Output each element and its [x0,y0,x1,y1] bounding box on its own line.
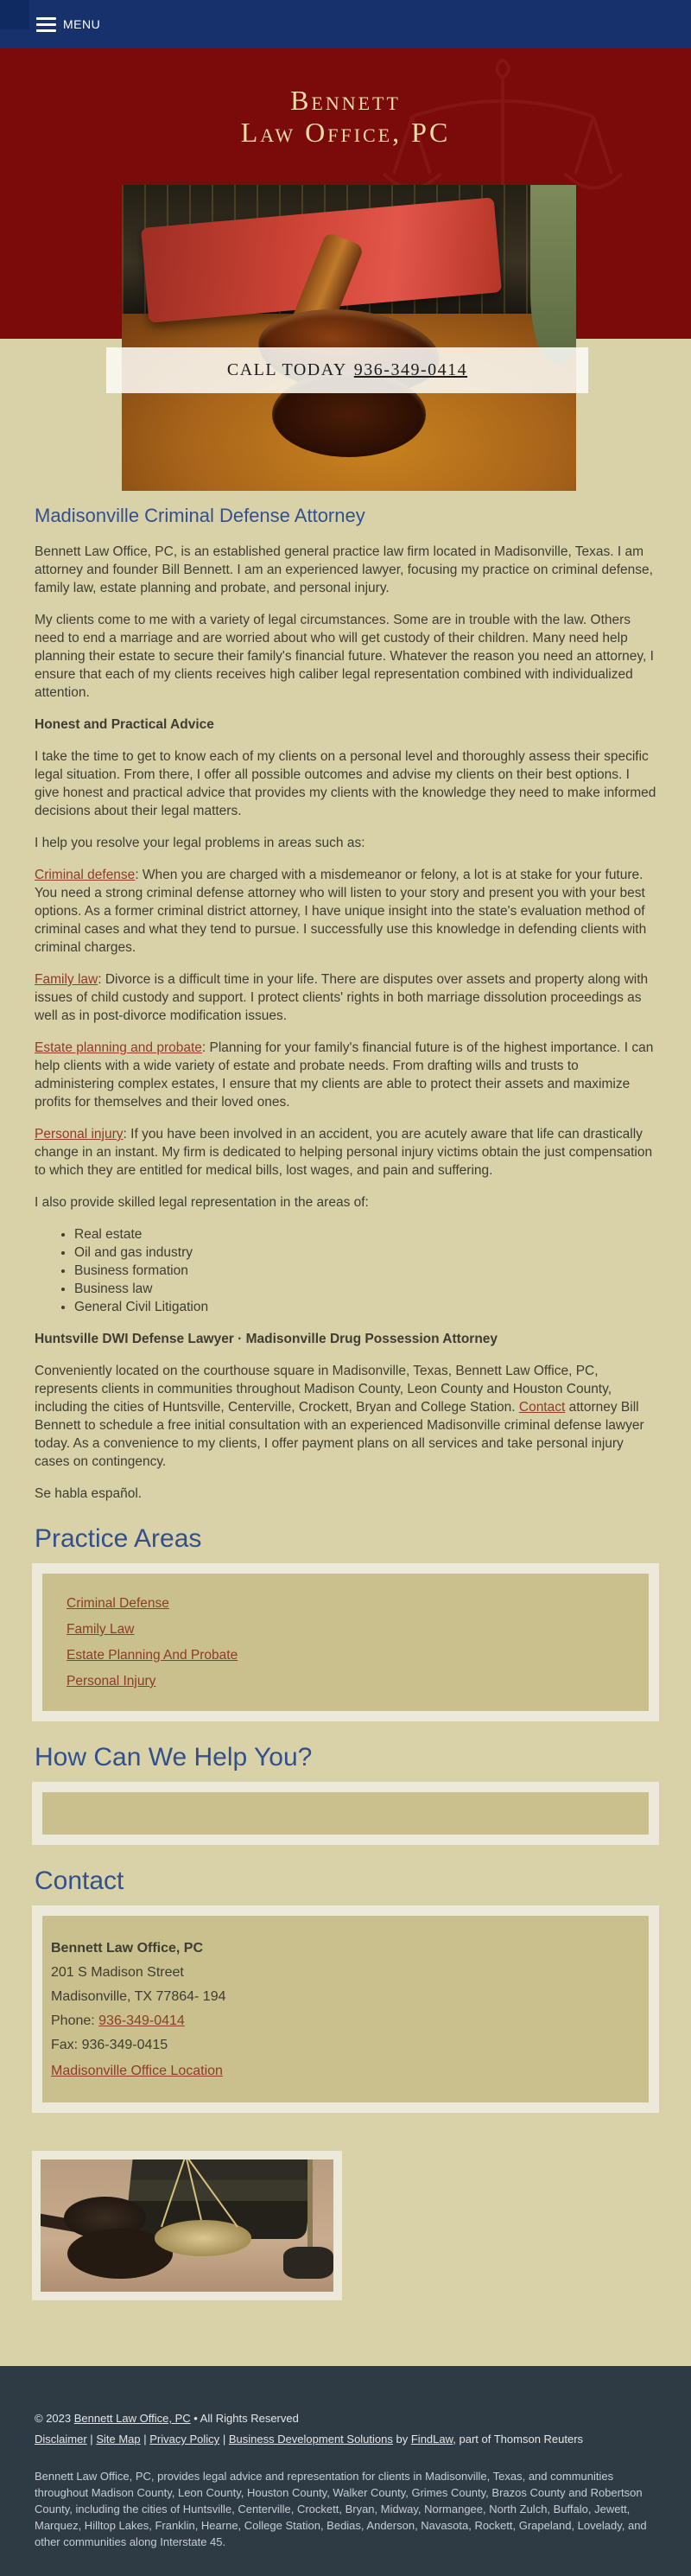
office-location-link[interactable]: Madisonville Office Location [51,2064,223,2078]
phone-label: Phone: [51,2013,99,2028]
list-item: • General Civil Litigation [74,1298,656,1316]
services-list [35,1225,656,1316]
dwi-subheading: Huntsville DWI Defense Lawyer · Madisonville Drug Possession Attorney [35,1332,498,1346]
contact-fax: Fax: 936-349-0415 [51,2038,168,2052]
firm-name-line1: Bennett [290,85,401,116]
contact-street: 201 S Madison Street [51,1965,184,1980]
list-item: • Business formation [74,1262,656,1280]
thomson-text: , part of Thomson Reuters [453,2433,584,2446]
separator: | [222,2433,226,2446]
call-today-text: CALL TODAY [226,360,347,379]
help-form-placeholder [42,1792,649,1835]
footer-description: Bennett Law Office, PC, provides legal advice and representation for clients in Madisonville, Texas, and communities throughout Madison County, Leon County, Houston County, Walker County, Grimes County, Brazos County and Robertson County, including the cities of Huntsville, Centerville, Crockett, Bryan, Midway, Normangee, North Zulch, Buffalo, Jewett, Marquez, Hilltop Lakes, Franklin, Hearne, College Station, Bedias, Anderson, Navasota, Rockett, Grapeland, Lovelady, and other communities along Interstate 45. [35,2470,647,2548]
estate-planning-link[interactable]: Estate planning and probate [35,1040,202,1055]
scale-chains-shape [41,2159,333,2292]
advice-subheading: Honest and Practical Advice [35,717,214,732]
disclaimer-link[interactable]: Disclaimer [35,2433,87,2446]
location-text-after: attorney Bill Bennett to schedule a free initial consultation with an experienced Madisonville criminal defense lawyer today. As a convenience to my clients, I offer payment plans on all services and take personal injury cases on contingency. [35,1400,644,1469]
scales-gavel-books-photo [41,2159,333,2292]
help-heading: How Can We Help You? [35,1743,313,1771]
contact-inline-link[interactable]: Contact [518,1400,566,1415]
top-menu-bar [0,0,691,48]
personal-injury-text: : If you have been involved in an accident, you are acutely aware that life can drastically change in an instant. My firm is dedicated to helping personal injury victims obtain the just compensation to which they are entitled for medical bills, lost wages, and pain and suffering. [35,1127,653,1178]
contact-heading: Contact [35,1867,124,1895]
page-title: Madisonville Criminal Defense Attorney [35,505,365,526]
copyright-line [35,2411,656,2427]
criminal-defense-text: : When you are charged with a misdemeanor or felony, a lot is at stake for your future. You need a strong criminal defense attorney who will listen to your story and present you with your best options. As a former criminal district attorney, I have unique insight into the state's evaluation method of criminal cases and what they tend to pursue. I successfully use this knowledge in defending clients with criminal charges. [35,868,647,955]
menu-button[interactable]: MENU [63,17,101,31]
practice-areas-panel [32,1563,659,1721]
by-text: by [392,2433,411,2446]
site-map-link[interactable]: Site Map [96,2433,141,2446]
resolve-intro-paragraph: I help you resolve your legal problems in areas such as: [35,836,365,850]
header-phone-link[interactable]: 936-349-0414 [353,360,468,379]
help-panel [32,1782,659,1845]
also-provide-paragraph: I also provide skilled legal representation in the areas of: [35,1195,369,1210]
criminal-defense-paragraph [35,866,656,957]
personal-injury-link[interactable]: Personal injury [35,1127,124,1142]
contact-panel [32,1905,659,2113]
practice-areas-box [42,1574,649,1711]
photo-frame [32,2151,342,2300]
estate-planning-text: : Planning for your family's financial future is of the highest importance. I can help clients with a wide variety of estate and probate needs. From drafting wills and trusts to administering complex estates, I ensure that my clients are able to protect their assets and maximize profits for themselves and their loved ones. [35,1040,654,1110]
copyright-prefix: © 2023 [35,2412,74,2425]
footer-links-line [35,2432,656,2447]
location-text-before: Conveniently located on the courthouse square in Madisonville, Texas, Bennett Law Office, PC, represents clients in communities throughout Madison County, Leon County and Houston County, including the cities of Huntsville, Centerville, Crockett, Bryan and College Station. [35,1364,612,1415]
firm-name-line2: Law Office, PC [240,117,451,148]
copyright-suffix: • All Rights Reserved [190,2412,299,2425]
intro-paragraph-2: My clients come to me with a variety of legal circumstances. Some are in trouble with the law. Others need to end a marriage and are worried about who will get custody of their children. Many need help planning their estate to secure their family's financial future. Whatever the reason you need an attorney, I ensure that each of my clients receives high caliber legal representation combined with individualized attention. [35,613,654,700]
green-book-shape [530,185,576,362]
family-law-text: : Divorce is a difficult time in your life. There are disputes over assets and property along with issues of child custody and support. I protect clients' rights in both marriage dissolution proceedings as well as in post-divorce modification issues. [35,972,649,1023]
list-item: • Business law [74,1280,656,1298]
footer [0,2366,691,2576]
corner-accent [0,0,29,29]
advice-paragraph: I take the time to get to know each of my clients on a personal level and thoroughly assess their specific legal situation. From there, I offer all possible outcomes and advise my clients on their best options. I give honest and practical advice that provides my clients with the knowledge they need to make informed decisions about their legal matters. [35,749,656,818]
practice-areas-heading: Practice Areas [35,1524,202,1553]
hero-header [0,48,691,491]
footer-firm-link[interactable]: Bennett Law Office, PC [73,2412,191,2425]
practice-link-personal-injury[interactable]: Personal Injury [67,1674,156,1689]
main-content [0,491,691,2366]
contact-city: Madisonville, TX 77864- 194 [51,1989,226,2004]
separator: | [90,2433,93,2446]
personal-injury-paragraph [35,1125,656,1180]
hamburger-menu-icon[interactable] [36,17,56,32]
intro-paragraph-1: Bennett Law Office, PC, is an established general practice law firm located in Madisonville, Texas. I am attorney and founder Bill Bennett. I am an experienced lawyer, focusing my practice on criminal defense, family law, estate planning and probate, and personal injury. [35,544,653,595]
findlaw-link[interactable]: FindLaw [410,2433,453,2446]
practice-link-family-law[interactable]: Family Law [67,1622,135,1637]
practice-link-estate-planning[interactable]: Estate Planning And Probate [67,1648,238,1663]
spanish-paragraph: Se habla español. [35,1486,143,1501]
business-development-link[interactable]: Business Development Solutions [228,2433,393,2446]
family-law-paragraph [35,970,656,1025]
practice-link-criminal-defense[interactable]: Criminal Defense [67,1596,169,1611]
list-item: • Oil and gas industry [74,1243,656,1262]
list-item: • Real estate [74,1225,656,1243]
contact-phone-row [51,2009,631,2033]
privacy-policy-link[interactable]: Privacy Policy [149,2433,220,2446]
contact-firm-name: Bennett Law Office, PC [51,1941,204,1956]
contact-box [42,1916,649,2102]
location-paragraph [35,1362,656,1471]
criminal-defense-link[interactable]: Criminal defense [35,868,136,882]
estate-planning-paragraph [35,1039,656,1111]
contact-phone-link[interactable]: 936-349-0414 [98,2013,185,2028]
family-law-link[interactable]: Family law [35,972,98,987]
separator: | [143,2433,147,2446]
call-today-banner [106,347,588,393]
law-books-gavel-photo [122,185,576,491]
